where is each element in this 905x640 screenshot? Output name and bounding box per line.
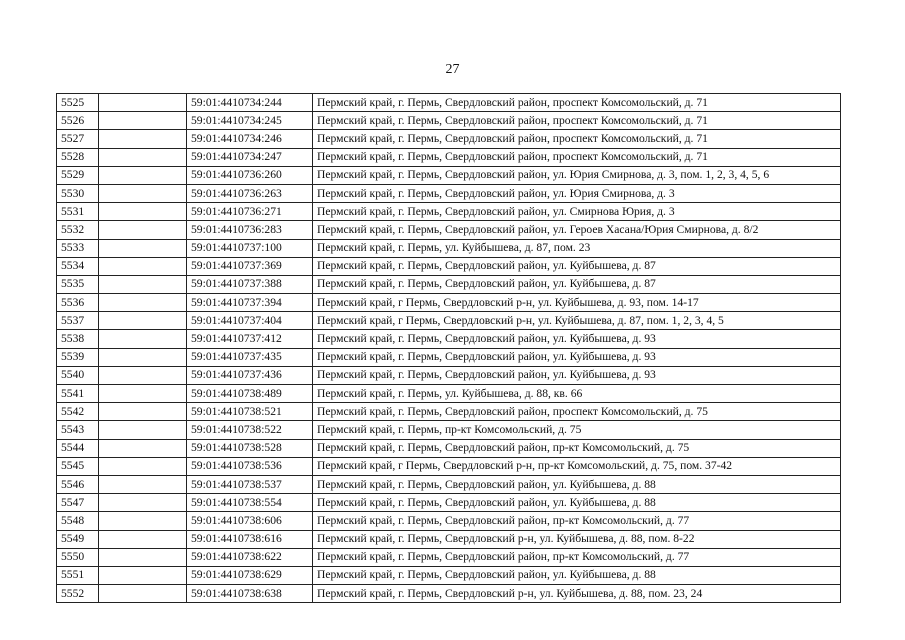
cadastral-number-cell: 59:01:4410738:536 bbox=[187, 457, 313, 475]
cadastral-number-cell: 59:01:4410737:404 bbox=[187, 312, 313, 330]
table-row bbox=[57, 457, 841, 475]
table-row bbox=[57, 421, 841, 439]
table-row bbox=[57, 184, 841, 202]
note-cell bbox=[99, 366, 187, 384]
cadastral-number-cell: 59:01:4410734:245 bbox=[187, 112, 313, 130]
cadastral-number-cell: 59:01:4410738:554 bbox=[187, 494, 313, 512]
address-cell: Пермский край, г. Пермь, Свердловский р-н, ул. Куйбышева, д. 88, пом. 23, 24 bbox=[313, 585, 841, 603]
note-cell bbox=[99, 385, 187, 403]
note-cell bbox=[99, 330, 187, 348]
address-cell: Пермский край, г. Пермь, Свердловский район, ул. Куйбышева, д. 88 bbox=[313, 494, 841, 512]
table-row bbox=[57, 548, 841, 566]
note-cell bbox=[99, 530, 187, 548]
row-number-cell: 5542 bbox=[57, 403, 99, 421]
table-row bbox=[57, 385, 841, 403]
address-cell: Пермский край, г. Пермь, Свердловский район, ул. Куйбышева, д. 87 bbox=[313, 275, 841, 293]
row-number-cell: 5546 bbox=[57, 475, 99, 493]
address-cell: Пермский край, г Пермь, Свердловский р-н, ул. Куйбышева, д. 93, пом. 14-17 bbox=[313, 294, 841, 312]
note-cell bbox=[99, 112, 187, 130]
note-cell bbox=[99, 585, 187, 603]
note-cell bbox=[99, 221, 187, 239]
row-number-cell: 5545 bbox=[57, 457, 99, 475]
address-cell: Пермский край, г. Пермь, Свердловский район, проспект Комсомольский, д. 71 bbox=[313, 94, 841, 112]
table-row bbox=[57, 166, 841, 184]
row-number-cell: 5532 bbox=[57, 221, 99, 239]
table-row bbox=[57, 203, 841, 221]
row-number-cell: 5537 bbox=[57, 312, 99, 330]
table-row bbox=[57, 403, 841, 421]
row-number-cell: 5549 bbox=[57, 530, 99, 548]
cadastral-number-cell: 59:01:4410738:606 bbox=[187, 512, 313, 530]
cadastral-number-cell: 59:01:4410734:244 bbox=[187, 94, 313, 112]
row-number-cell: 5527 bbox=[57, 130, 99, 148]
address-cell: Пермский край, г. Пермь, Свердловский район, ул. Куйбышева, д. 87 bbox=[313, 257, 841, 275]
note-cell bbox=[99, 312, 187, 330]
cadastral-number-cell: 59:01:4410738:521 bbox=[187, 403, 313, 421]
table-row bbox=[57, 366, 841, 384]
row-number-cell: 5534 bbox=[57, 257, 99, 275]
address-cell: Пермский край, г. Пермь, ул. Куйбышева, д. 88, кв. 66 bbox=[313, 385, 841, 403]
address-cell: Пермский край, г. Пермь, Свердловский район, ул. Смирнова Юрия, д. 3 bbox=[313, 203, 841, 221]
table-row bbox=[57, 275, 841, 293]
row-number-cell: 5526 bbox=[57, 112, 99, 130]
cadastral-number-cell: 59:01:4410734:247 bbox=[187, 148, 313, 166]
address-cell: Пермский край, г. Пермь, Свердловский район, ул. Юрия Смирнова, д. 3 bbox=[313, 184, 841, 202]
address-cell: Пермский край, г Пермь, Свердловский р-н, ул. Куйбышева, д. 87, пом. 1, 2, 3, 4, 5 bbox=[313, 312, 841, 330]
row-number-cell: 5535 bbox=[57, 275, 99, 293]
row-number-cell: 5528 bbox=[57, 148, 99, 166]
note-cell bbox=[99, 512, 187, 530]
address-cell: Пермский край, г. Пермь, Свердловский район, ул. Героев Хасана/Юрия Смирнова, д. 8/2 bbox=[313, 221, 841, 239]
note-cell bbox=[99, 475, 187, 493]
cadastral-number-cell: 59:01:4410737:394 bbox=[187, 294, 313, 312]
row-number-cell: 5531 bbox=[57, 203, 99, 221]
note-cell bbox=[99, 148, 187, 166]
note-cell bbox=[99, 348, 187, 366]
note-cell bbox=[99, 130, 187, 148]
address-cell: Пермский край, г. Пермь, Свердловский район, пр-кт Комсомольский, д. 75 bbox=[313, 439, 841, 457]
address-cell: Пермский край, г. Пермь, Свердловский район, проспект Комсомольский, д. 71 bbox=[313, 148, 841, 166]
row-number-cell: 5530 bbox=[57, 184, 99, 202]
table-row bbox=[57, 221, 841, 239]
page-number: 27 bbox=[445, 62, 460, 77]
note-cell bbox=[99, 275, 187, 293]
table-row bbox=[57, 130, 841, 148]
row-number-cell: 5543 bbox=[57, 421, 99, 439]
row-number-cell: 5533 bbox=[57, 239, 99, 257]
cadastral-number-cell: 59:01:4410738:629 bbox=[187, 566, 313, 584]
note-cell bbox=[99, 403, 187, 421]
registry-table bbox=[56, 93, 841, 603]
row-number-cell: 5529 bbox=[57, 166, 99, 184]
note-cell bbox=[99, 94, 187, 112]
address-cell: Пермский край, г. Пермь, пр-кт Комсомольский, д. 75 bbox=[313, 421, 841, 439]
table-row bbox=[57, 585, 841, 603]
cadastral-number-cell: 59:01:4410737:388 bbox=[187, 275, 313, 293]
address-cell: Пермский край, г. Пермь, Свердловский район, пр-кт Комсомольский, д. 77 bbox=[313, 512, 841, 530]
note-cell bbox=[99, 257, 187, 275]
cadastral-number-cell: 59:01:4410738:489 bbox=[187, 385, 313, 403]
cadastral-number-cell: 59:01:4410738:537 bbox=[187, 475, 313, 493]
table-row bbox=[57, 494, 841, 512]
address-cell: Пермский край, г. Пермь, Свердловский район, проспект Комсомольский, д. 71 bbox=[313, 112, 841, 130]
row-number-cell: 5552 bbox=[57, 585, 99, 603]
note-cell bbox=[99, 457, 187, 475]
table-row bbox=[57, 239, 841, 257]
address-cell: Пермский край, г. Пермь, Свердловский район, проспект Комсомольский, д. 71 bbox=[313, 130, 841, 148]
table-row bbox=[57, 94, 841, 112]
table-row bbox=[57, 148, 841, 166]
note-cell bbox=[99, 548, 187, 566]
address-cell: Пермский край, г. Пермь, Свердловский район, проспект Комсомольский, д. 75 bbox=[313, 403, 841, 421]
cadastral-number-cell: 59:01:4410736:271 bbox=[187, 203, 313, 221]
table-row bbox=[57, 348, 841, 366]
row-number-cell: 5538 bbox=[57, 330, 99, 348]
cadastral-number-cell: 59:01:4410738:638 bbox=[187, 585, 313, 603]
table-row bbox=[57, 330, 841, 348]
table-row bbox=[57, 312, 841, 330]
address-cell: Пермский край, г. Пермь, Свердловский район, ул. Куйбышева, д. 88 bbox=[313, 475, 841, 493]
table-row bbox=[57, 439, 841, 457]
row-number-cell: 5547 bbox=[57, 494, 99, 512]
cadastral-number-cell: 59:01:4410738:622 bbox=[187, 548, 313, 566]
cadastral-number-cell: 59:01:4410736:260 bbox=[187, 166, 313, 184]
note-cell bbox=[99, 203, 187, 221]
table-row bbox=[57, 566, 841, 584]
address-cell: Пермский край, г. Пермь, Свердловский район, ул. Куйбышева, д. 93 bbox=[313, 330, 841, 348]
address-cell: Пермский край, г. Пермь, Свердловский район, ул. Куйбышева, д. 88 bbox=[313, 566, 841, 584]
cadastral-number-cell: 59:01:4410737:369 bbox=[187, 257, 313, 275]
cadastral-number-cell: 59:01:4410737:100 bbox=[187, 239, 313, 257]
note-cell bbox=[99, 494, 187, 512]
cadastral-number-cell: 59:01:4410738:522 bbox=[187, 421, 313, 439]
address-cell: Пермский край, г. Пермь, Свердловский район, пр-кт Комсомольский, д. 77 bbox=[313, 548, 841, 566]
table-row bbox=[57, 475, 841, 493]
cadastral-number-cell: 59:01:4410738:528 bbox=[187, 439, 313, 457]
row-number-cell: 5525 bbox=[57, 94, 99, 112]
note-cell bbox=[99, 421, 187, 439]
address-cell: Пермский край, г. Пермь, Свердловский р-н, ул. Куйбышева, д. 88, пом. 8-22 bbox=[313, 530, 841, 548]
table-row bbox=[57, 294, 841, 312]
table-row bbox=[57, 530, 841, 548]
row-number-cell: 5548 bbox=[57, 512, 99, 530]
note-cell bbox=[99, 184, 187, 202]
address-cell: Пермский край, г. Пермь, Свердловский район, ул. Куйбышева, д. 93 bbox=[313, 348, 841, 366]
note-cell bbox=[99, 239, 187, 257]
table-row bbox=[57, 112, 841, 130]
note-cell bbox=[99, 166, 187, 184]
address-cell: Пермский край, г. Пермь, Свердловский район, ул. Куйбышева, д. 93 bbox=[313, 366, 841, 384]
row-number-cell: 5550 bbox=[57, 548, 99, 566]
row-number-cell: 5541 bbox=[57, 385, 99, 403]
row-number-cell: 5551 bbox=[57, 566, 99, 584]
table-row bbox=[57, 257, 841, 275]
cadastral-number-cell: 59:01:4410734:246 bbox=[187, 130, 313, 148]
cadastral-number-cell: 59:01:4410737:435 bbox=[187, 348, 313, 366]
note-cell bbox=[99, 294, 187, 312]
cadastral-number-cell: 59:01:4410737:412 bbox=[187, 330, 313, 348]
note-cell bbox=[99, 439, 187, 457]
row-number-cell: 5544 bbox=[57, 439, 99, 457]
table-row bbox=[57, 512, 841, 530]
address-cell: Пермский край, г Пермь, Свердловский р-н, пр-кт Комсомольский, д. 75, пом. 37-42 bbox=[313, 457, 841, 475]
address-cell: Пермский край, г. Пермь, Свердловский район, ул. Юрия Смирнова, д. 3, пом. 1, 2, 3, 4, 5, 6 bbox=[313, 166, 841, 184]
row-number-cell: 5540 bbox=[57, 366, 99, 384]
address-cell: Пермский край, г. Пермь, ул. Куйбышева, д. 87, пом. 23 bbox=[313, 239, 841, 257]
row-number-cell: 5536 bbox=[57, 294, 99, 312]
note-cell bbox=[99, 566, 187, 584]
row-number-cell: 5539 bbox=[57, 348, 99, 366]
cadastral-number-cell: 59:01:4410738:616 bbox=[187, 530, 313, 548]
cadastral-number-cell: 59:01:4410737:436 bbox=[187, 366, 313, 384]
cadastral-number-cell: 59:01:4410736:283 bbox=[187, 221, 313, 239]
registry-table-body bbox=[57, 94, 841, 603]
cadastral-number-cell: 59:01:4410736:263 bbox=[187, 184, 313, 202]
